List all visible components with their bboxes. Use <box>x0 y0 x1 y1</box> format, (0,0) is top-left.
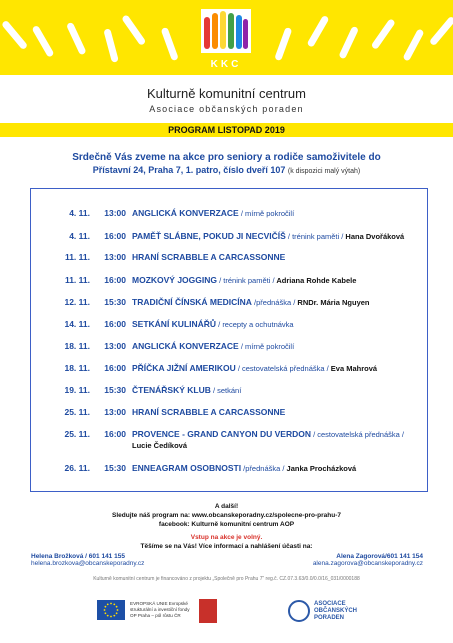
event-item <box>52 463 428 474</box>
event-desc: / recepty a ochutnávka <box>216 320 294 329</box>
event-desc: /přednáška / <box>241 464 285 473</box>
events-list <box>30 188 428 492</box>
event-item <box>52 429 428 451</box>
event-title: MOZKOVÝ JOGGING <box>132 275 218 285</box>
event-desc: / mírně pokročilí <box>238 342 295 351</box>
event-item <box>52 341 428 352</box>
hand-decoration <box>66 22 87 56</box>
event-time: 16:00 <box>104 231 126 241</box>
hand-decoration <box>31 25 54 58</box>
org-name: Kulturně komunitní centrum <box>147 86 306 101</box>
hand-decoration <box>274 27 292 61</box>
event-desc: / cestovatelská přednáška / <box>235 364 329 373</box>
event-time: 13:00 <box>104 252 126 262</box>
hand-decoration <box>306 15 329 48</box>
event-time: 16:00 <box>104 319 126 329</box>
event-person: Eva Mahrová <box>328 364 378 373</box>
event-date: 19. 11. <box>64 385 90 395</box>
address-line <box>0 165 453 175</box>
event-person: Lucie Čedíková <box>132 441 188 450</box>
contact-left <box>31 553 144 567</box>
program-title: PROGRAM LISTOPAD 2019 <box>0 123 453 137</box>
event-person: RNDr. Mária Nguyen <box>295 298 370 307</box>
event-item <box>52 407 428 418</box>
event-time: 13:00 <box>104 208 126 218</box>
event-time: 13:00 <box>104 341 126 351</box>
footer-facebook: facebook: Kulturně komunitní centrum AOP <box>158 521 295 528</box>
eu-flag-icon <box>97 600 125 620</box>
event-title: HRANÍ SCRABBLE A CARCASSONNE <box>132 252 286 262</box>
event-time: 16:00 <box>104 429 126 439</box>
event-person: Adriana Rohde Kabele <box>274 276 357 285</box>
event-date: 11. 11. <box>64 252 90 262</box>
event-desc: / mírně pokročilí <box>238 209 295 218</box>
footer-contact-line: Těšíme se na Vás! Více informací a nahlášení účasti na: <box>140 543 313 550</box>
event-title: PROVENCE - GRAND CANYON DU VERDON <box>132 429 311 439</box>
contact-left-name: Helena Brožková / 601 141 155 <box>31 553 125 560</box>
event-date: 18. 11. <box>64 341 90 351</box>
event-title: PAMĚŤ SLÁBNE, POKUD JI NECVIČÍŠ <box>132 231 286 241</box>
hand-decoration <box>371 18 396 50</box>
hand-decoration <box>103 28 119 63</box>
org-subtitle: Asociace občanských poraden <box>149 104 304 114</box>
event-title: PŘÍČKA JIŽNÍ AMERIKOU <box>132 363 236 373</box>
event-title: ANGLICKÁ KONVERZACE <box>132 208 239 218</box>
event-date: 14. 11. <box>64 319 90 329</box>
hand-decoration <box>402 28 424 61</box>
event-item <box>52 319 428 330</box>
event-date: 4. 11. <box>69 231 90 241</box>
footer-more: A další! <box>214 503 239 510</box>
funding-note: Kulturně komunitní centrum je financováno z projektu „Společně pro Prahu 7“ reg.č. CZ.07.3.63/0.0/0.0/16_031/0000188 <box>93 576 360 582</box>
praha-logo <box>199 599 217 623</box>
logo-text: KKC <box>210 59 242 70</box>
event-time: 16:00 <box>104 363 126 373</box>
hand-decoration <box>429 16 453 47</box>
address-text: Přístavní 24, Praha 7, 1. patro, číslo dveří 107 <box>92 165 286 175</box>
hand-decoration <box>1 20 28 51</box>
event-date: 12. 11. <box>64 297 90 307</box>
event-desc: / trénink paměti / <box>285 232 344 241</box>
event-date: 26. 11. <box>64 463 90 473</box>
event-date: 25. 11. <box>64 429 90 439</box>
hand-decoration <box>121 14 146 46</box>
hand-decoration <box>161 27 179 61</box>
kkc-logo <box>201 9 251 74</box>
event-time: 15:30 <box>104 385 126 395</box>
contact-right-email[interactable]: alena.zagorova@obcanskeporadny.cz <box>312 560 423 567</box>
event-time: 16:00 <box>104 275 126 285</box>
event-item <box>52 363 428 374</box>
event-desc: / cestovatelská přednáška / <box>311 430 404 439</box>
event-date: 11. 11. <box>64 275 90 285</box>
contact-right <box>307 553 423 567</box>
event-title: HRANÍ SCRABBLE A CARCASSONNE <box>132 407 286 417</box>
event-time: 13:00 <box>104 407 126 417</box>
event-desc: / setkání <box>210 386 242 395</box>
event-item <box>52 231 428 242</box>
logo-hands-icon <box>201 9 251 53</box>
event-date: 18. 11. <box>64 363 90 373</box>
event-item <box>52 208 428 219</box>
event-person: Hana Dvořáková <box>343 232 405 241</box>
event-desc: /přednáška / <box>251 298 296 307</box>
event-desc: / trénink paměti / <box>217 276 275 285</box>
contact-left-email[interactable]: helena.brozkova@obcanskeporadny.cz <box>31 560 145 567</box>
event-title: ANGLICKÁ KONVERZACE <box>132 341 239 351</box>
footer-follow-link[interactable]: Sledujte náš program na: www.obcanskeporadny.cz/spolecne-pro-prahu-7 <box>112 512 341 519</box>
event-title: ENNEAGRAM OSOBNOSTI <box>132 463 242 473</box>
event-item <box>52 252 428 263</box>
event-title: ČTENÁŘSKÝ KLUB <box>132 385 211 395</box>
event-item <box>52 275 428 286</box>
event-title: TRADIČNÍ ČÍNSKÁ MEDICÍNA <box>132 297 252 307</box>
header-banner <box>0 0 453 75</box>
event-item <box>52 297 428 308</box>
acop-logo-text: ASOCIACE OBČANSKÝCH PORADEN <box>314 601 358 621</box>
event-title: SETKÁNÍ KULINÁŘŮ <box>132 319 217 329</box>
event-item <box>52 385 428 396</box>
acop-logo-icon <box>288 600 310 622</box>
event-person: Janka Procházková <box>284 464 357 473</box>
invitation-text: Srdečně Vás zveme na akce pro seniory a rodiče samoživitele do <box>72 152 381 163</box>
event-time: 15:30 <box>104 463 126 473</box>
eu-logo-text: EVROPSKÁ UNIE Evropské strukturální a investiční fondy OP Praha – pól růstu ČR <box>130 601 190 618</box>
footer-free-entry: Vstup na akce je volný. <box>190 534 263 541</box>
contact-right-name: Alena Zagorová/601 141 154 <box>336 553 423 560</box>
address-note: (k dispozici malý výtah) <box>287 168 361 175</box>
event-time: 15:30 <box>104 297 126 307</box>
event-date: 4. 11. <box>69 208 90 218</box>
hand-decoration <box>338 26 359 60</box>
event-date: 25. 11. <box>64 407 90 417</box>
